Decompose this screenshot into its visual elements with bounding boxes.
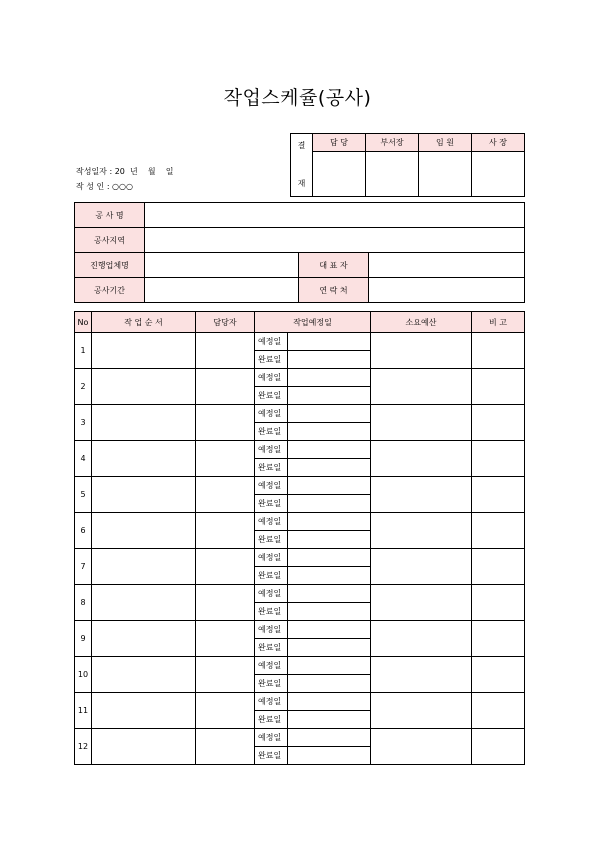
manager-cell[interactable] <box>196 477 255 513</box>
project-area-label: 공사지역 <box>75 228 145 253</box>
work-order-cell[interactable] <box>92 369 196 405</box>
period-label: 공사기간 <box>75 278 145 303</box>
work-order-cell[interactable] <box>92 585 196 621</box>
completed-label: 완료일 <box>255 531 288 549</box>
col-header-plan-date: 작업예정일 <box>255 312 371 333</box>
planned-label: 예정일 <box>255 621 288 639</box>
completed-label: 완료일 <box>255 639 288 657</box>
manager-cell[interactable] <box>196 405 255 441</box>
note-cell[interactable] <box>472 729 525 765</box>
contact-label: 연 락 처 <box>299 278 369 303</box>
completed-date-cell[interactable] <box>288 639 371 657</box>
representative-label: 대 표 자 <box>299 253 369 278</box>
manager-cell[interactable] <box>196 549 255 585</box>
table-row <box>75 513 525 531</box>
row-number: 10 <box>75 657 92 693</box>
completed-label: 완료일 <box>255 459 288 477</box>
manager-cell[interactable] <box>196 729 255 765</box>
contact-field[interactable] <box>369 278 525 303</box>
completed-date-cell[interactable] <box>288 567 371 585</box>
note-cell[interactable] <box>472 333 525 369</box>
project-info-table <box>74 202 525 303</box>
planned-label: 예정일 <box>255 405 288 423</box>
note-cell[interactable] <box>472 585 525 621</box>
table-row <box>75 693 525 711</box>
manager-cell[interactable] <box>196 585 255 621</box>
approval-side-label <box>291 134 313 197</box>
contractor-label: 진행업체명 <box>75 253 145 278</box>
completed-date-cell[interactable] <box>288 711 371 729</box>
planned-date-cell[interactable] <box>288 441 371 459</box>
completed-label: 완료일 <box>255 603 288 621</box>
approval-sign-staff[interactable] <box>313 151 366 196</box>
budget-cell[interactable] <box>371 693 472 729</box>
planned-date-cell[interactable] <box>288 549 371 567</box>
row-number: 9 <box>75 621 92 657</box>
work-order-cell[interactable] <box>92 477 196 513</box>
table-row <box>75 549 525 567</box>
contractor-field[interactable] <box>145 253 299 278</box>
work-order-cell[interactable] <box>92 513 196 549</box>
planned-date-cell[interactable] <box>288 333 371 351</box>
approval-sign-dept-head[interactable] <box>366 151 419 196</box>
budget-cell[interactable] <box>371 513 472 549</box>
planned-label: 예정일 <box>255 513 288 531</box>
table-row <box>75 585 525 603</box>
budget-cell[interactable] <box>371 405 472 441</box>
completed-date-cell[interactable] <box>288 531 371 549</box>
row-number: 1 <box>75 333 92 369</box>
planned-date-cell[interactable] <box>288 585 371 603</box>
schedule-table <box>74 311 525 765</box>
completed-label: 완료일 <box>255 495 288 513</box>
work-order-cell[interactable] <box>92 405 196 441</box>
planned-date-cell[interactable] <box>288 369 371 387</box>
table-row <box>75 729 525 747</box>
note-cell[interactable] <box>472 657 525 693</box>
completed-label: 완료일 <box>255 423 288 441</box>
table-row <box>75 405 525 423</box>
col-header-manager: 담당자 <box>196 312 255 333</box>
work-order-cell[interactable] <box>92 549 196 585</box>
col-header-order: 작 업 순 서 <box>92 312 196 333</box>
manager-cell[interactable] <box>196 693 255 729</box>
table-row <box>75 621 525 639</box>
row-number: 4 <box>75 441 92 477</box>
work-order-cell[interactable] <box>92 441 196 477</box>
planned-date-cell[interactable] <box>288 513 371 531</box>
manager-cell[interactable] <box>196 657 255 693</box>
completed-date-cell[interactable] <box>288 351 371 369</box>
table-row <box>75 333 525 351</box>
row-number: 3 <box>75 405 92 441</box>
planned-date-cell[interactable] <box>288 621 371 639</box>
approval-sign-president[interactable] <box>472 151 525 196</box>
manager-cell[interactable] <box>196 621 255 657</box>
budget-cell[interactable] <box>371 549 472 585</box>
table-row <box>75 369 525 387</box>
project-name-field[interactable] <box>145 203 525 228</box>
approval-header-dept-head: 부서장 <box>366 134 419 152</box>
manager-cell[interactable] <box>196 513 255 549</box>
completed-date-cell[interactable] <box>288 495 371 513</box>
note-cell[interactable] <box>472 513 525 549</box>
approval-header-staff: 담 당 <box>313 134 366 152</box>
budget-cell[interactable] <box>371 369 472 405</box>
planned-label: 예정일 <box>255 369 288 387</box>
project-area-field[interactable] <box>145 228 525 253</box>
completed-label: 완료일 <box>255 387 288 405</box>
approval-header-president: 사 장 <box>472 134 525 152</box>
approval-sign-executive[interactable] <box>419 151 472 196</box>
planned-date-cell[interactable] <box>288 477 371 495</box>
work-order-cell[interactable] <box>92 693 196 729</box>
planned-label: 예정일 <box>255 585 288 603</box>
planned-date-cell[interactable] <box>288 657 371 675</box>
planned-date-cell[interactable] <box>288 405 371 423</box>
budget-cell[interactable] <box>371 585 472 621</box>
manager-cell[interactable] <box>196 441 255 477</box>
approval-header-executive: 임 원 <box>419 134 472 152</box>
planned-label: 예정일 <box>255 549 288 567</box>
budget-cell[interactable] <box>371 477 472 513</box>
manager-cell[interactable] <box>196 369 255 405</box>
completed-date-cell[interactable] <box>288 747 371 765</box>
completed-label: 완료일 <box>255 675 288 693</box>
note-cell[interactable] <box>472 693 525 729</box>
completed-date-cell[interactable] <box>288 423 371 441</box>
planned-label: 예정일 <box>255 477 288 495</box>
table-row <box>75 441 525 459</box>
note-cell[interactable] <box>472 549 525 585</box>
budget-cell[interactable] <box>371 441 472 477</box>
work-order-cell[interactable] <box>92 729 196 765</box>
row-number: 11 <box>75 693 92 729</box>
approval-side-char-2: 재 <box>297 179 306 188</box>
planned-label: 예정일 <box>255 441 288 459</box>
table-row <box>75 657 525 675</box>
period-field[interactable] <box>145 278 299 303</box>
note-cell[interactable] <box>472 405 525 441</box>
date-label: 작성일자 : 20 년 월 일 <box>76 167 174 176</box>
planned-label: 예정일 <box>255 693 288 711</box>
budget-cell[interactable] <box>371 657 472 693</box>
row-number: 2 <box>75 369 92 405</box>
work-order-cell[interactable] <box>92 657 196 693</box>
completed-date-cell[interactable] <box>288 603 371 621</box>
row-number: 5 <box>75 477 92 513</box>
row-number: 7 <box>75 549 92 585</box>
planned-label: 예정일 <box>255 657 288 675</box>
completed-label: 완료일 <box>255 711 288 729</box>
author-label: 작 성 인 : ○○○ <box>76 182 133 191</box>
completed-label: 완료일 <box>255 351 288 369</box>
note-cell[interactable] <box>472 441 525 477</box>
note-cell[interactable] <box>472 477 525 513</box>
note-cell[interactable] <box>472 369 525 405</box>
col-header-note: 비 고 <box>472 312 525 333</box>
planned-date-cell[interactable] <box>288 729 371 747</box>
row-number: 12 <box>75 729 92 765</box>
approval-side-char-1: 결 <box>297 141 306 150</box>
page-title: 작업스케쥴(공사) <box>223 87 372 109</box>
completed-date-cell[interactable] <box>288 459 371 477</box>
row-number: 6 <box>75 513 92 549</box>
row-number: 8 <box>75 585 92 621</box>
work-order-cell[interactable] <box>92 333 196 369</box>
budget-cell[interactable] <box>371 333 472 369</box>
manager-cell[interactable] <box>196 333 255 369</box>
table-row <box>75 477 525 495</box>
col-header-budget: 소요예산 <box>371 312 472 333</box>
completed-label: 완료일 <box>255 747 288 765</box>
budget-cell[interactable] <box>371 621 472 657</box>
planned-date-cell[interactable] <box>288 693 371 711</box>
representative-field[interactable] <box>369 253 525 278</box>
project-name-label: 공 사 명 <box>75 203 145 228</box>
approval-table <box>290 133 525 197</box>
completed-date-cell[interactable] <box>288 675 371 693</box>
completed-label: 완료일 <box>255 567 288 585</box>
budget-cell[interactable] <box>371 729 472 765</box>
planned-label: 예정일 <box>255 729 288 747</box>
planned-label: 예정일 <box>255 333 288 351</box>
work-order-cell[interactable] <box>92 621 196 657</box>
note-cell[interactable] <box>472 621 525 657</box>
completed-date-cell[interactable] <box>288 387 371 405</box>
col-header-no: No <box>75 312 92 333</box>
